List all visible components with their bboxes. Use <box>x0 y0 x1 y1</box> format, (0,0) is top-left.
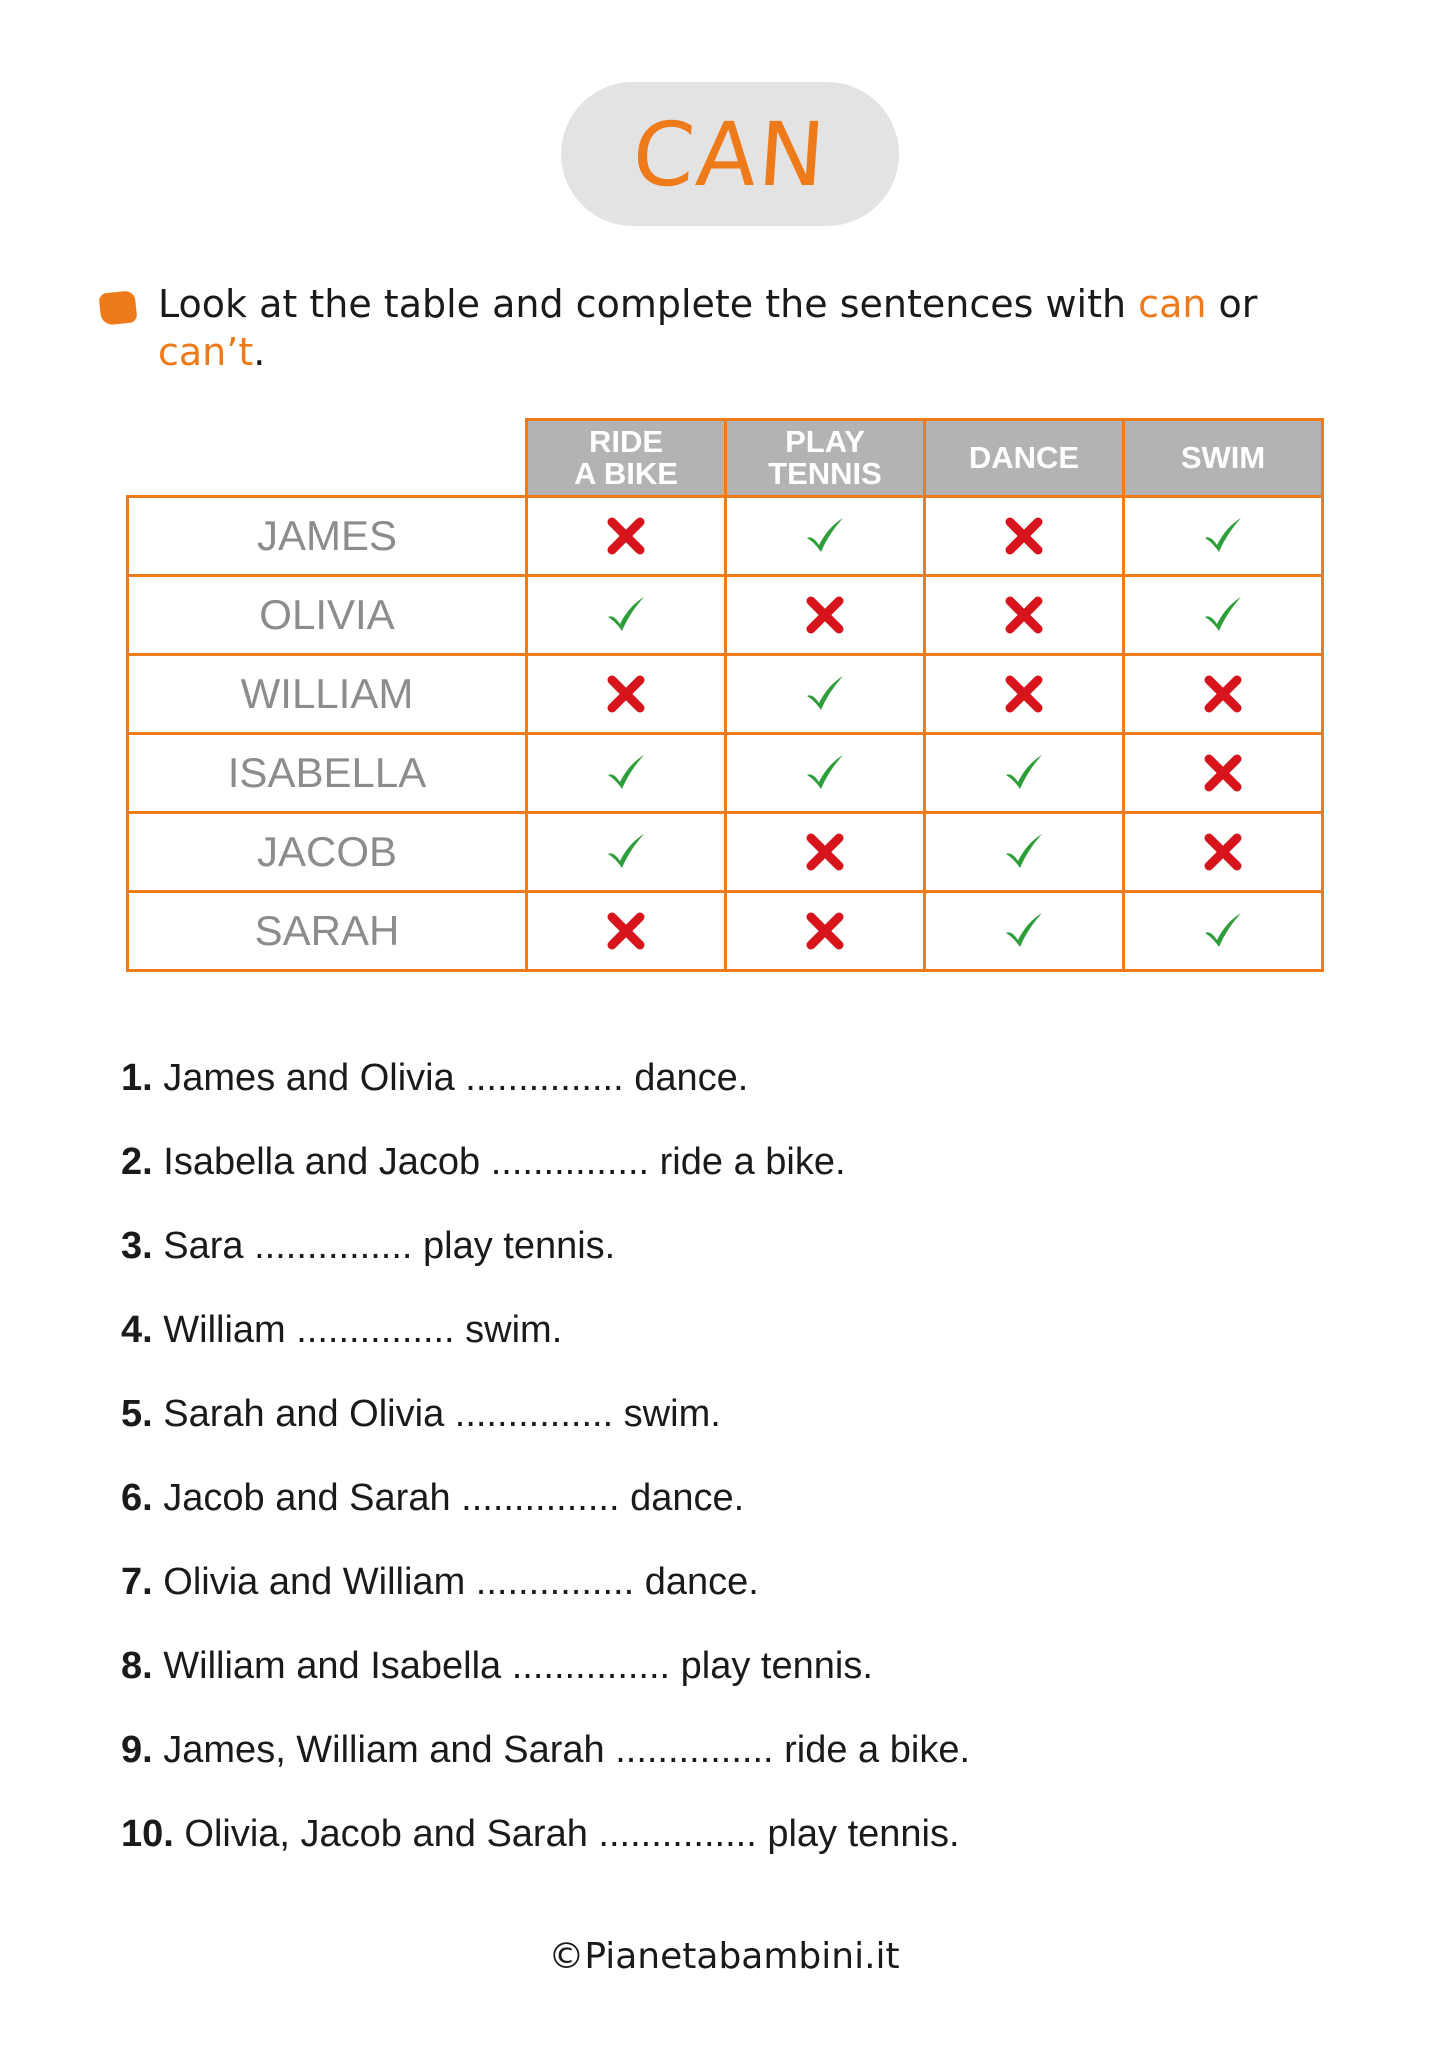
question-item <box>121 1720 1371 1804</box>
mark-cell <box>525 890 727 972</box>
mark-cell <box>724 574 926 656</box>
mark-cell <box>923 890 1125 972</box>
check-icon <box>803 514 847 558</box>
question-number: 9. <box>121 1729 153 1771</box>
instruction <box>100 280 1340 376</box>
mark-cell <box>1122 732 1324 814</box>
mark-cell <box>923 811 1125 893</box>
column-header-line2: TENNIS <box>768 456 882 491</box>
question-number: 5. <box>121 1393 153 1435</box>
question-text: Sara ............... play tennis. <box>163 1225 616 1267</box>
question-item <box>121 1552 1371 1636</box>
column-header-line1: RIDE <box>588 424 664 459</box>
question-number: 1. <box>121 1057 153 1099</box>
cross-icon <box>604 909 648 953</box>
check-icon <box>1201 593 1245 637</box>
row-name-cell <box>126 732 528 814</box>
cross-icon <box>803 909 847 953</box>
cross-icon <box>1201 830 1245 874</box>
row-name-cell <box>126 890 528 972</box>
question-text: William and Isabella ............... play tennis. <box>163 1645 873 1687</box>
row-name: WILLIAM <box>240 670 414 717</box>
column-header-line2: A BIKE <box>574 456 678 491</box>
question-item <box>121 1132 1371 1216</box>
mark-cell <box>923 495 1125 577</box>
cross-icon <box>604 672 648 716</box>
row-name: SARAH <box>254 907 400 954</box>
check-icon <box>604 593 648 637</box>
question-number: 2. <box>121 1141 153 1183</box>
question-text: Olivia, Jacob and Sarah ............... play tennis. <box>184 1813 960 1855</box>
question-item <box>121 1384 1371 1468</box>
check-icon <box>1201 514 1245 558</box>
mark-cell <box>525 495 727 577</box>
mark-cell <box>724 890 926 972</box>
instruction-can: can <box>1138 282 1207 326</box>
mark-cell <box>724 811 926 893</box>
instruction-middle: or <box>1206 282 1258 326</box>
check-icon <box>1002 909 1046 953</box>
question-item <box>121 1468 1371 1552</box>
mark-cell <box>724 495 926 577</box>
row-name-cell <box>126 495 528 577</box>
cross-icon <box>1002 514 1046 558</box>
question-number: 7. <box>121 1561 153 1603</box>
mark-cell <box>1122 811 1324 893</box>
question-text: Jacob and Sarah ............... dance. <box>163 1477 745 1519</box>
footer-credit: ©Pianetabambini.it <box>548 1936 900 1977</box>
column-header <box>724 418 926 498</box>
column-header-line1: SWIM <box>1180 440 1266 475</box>
cross-icon <box>803 593 847 637</box>
mark-cell <box>525 811 727 893</box>
mark-cell <box>525 653 727 735</box>
question-text: James and Olivia ............... dance. <box>163 1057 749 1099</box>
mark-cell <box>724 653 926 735</box>
question-item <box>121 1636 1371 1720</box>
instruction-before: Look at the table and complete the sentences with <box>158 282 1139 326</box>
question-number: 8. <box>121 1645 153 1687</box>
question-number: 6. <box>121 1477 153 1519</box>
question-number: 3. <box>121 1225 153 1267</box>
mark-cell <box>525 732 727 814</box>
row-name: OLIVIA <box>259 591 395 638</box>
instruction-text <box>158 280 1340 376</box>
question-item <box>121 1216 1371 1300</box>
mark-cell <box>1122 890 1324 972</box>
mark-cell <box>1122 653 1324 735</box>
mark-cell <box>724 732 926 814</box>
question-text: James, William and Sarah ............... ride a bike. <box>163 1729 971 1771</box>
column-header-line1: DANCE <box>968 440 1080 475</box>
cross-icon <box>1201 672 1245 716</box>
question-text: Sarah and Olivia ............... swim. <box>163 1393 721 1435</box>
title-pill <box>561 82 899 226</box>
check-icon <box>604 830 648 874</box>
bullet-icon <box>98 290 137 326</box>
row-name: JAMES <box>256 512 398 559</box>
question-item <box>121 1300 1371 1384</box>
question-text: Olivia and William ............... dance. <box>163 1561 759 1603</box>
row-name-cell <box>126 574 528 656</box>
question-number: 4. <box>121 1309 153 1351</box>
question-item <box>121 1804 1371 1888</box>
cross-icon <box>1002 672 1046 716</box>
question-item <box>121 1048 1371 1132</box>
column-header <box>525 418 727 498</box>
check-icon <box>1002 751 1046 795</box>
cross-icon <box>1002 593 1046 637</box>
row-name-cell <box>126 653 528 735</box>
mark-cell <box>923 732 1125 814</box>
cross-icon <box>1201 751 1245 795</box>
check-icon <box>803 672 847 716</box>
question-text: Isabella and Jacob ............... ride a bike. <box>163 1141 846 1183</box>
mark-cell <box>525 574 727 656</box>
question-text: William ............... swim. <box>163 1309 563 1351</box>
check-icon <box>604 751 648 795</box>
mark-cell <box>1122 495 1324 577</box>
instruction-cant: can’t <box>158 330 254 374</box>
column-header-line1: PLAY <box>785 424 865 459</box>
instruction-after: . <box>253 330 266 374</box>
mark-cell <box>923 574 1125 656</box>
questions-list <box>121 1048 1371 1888</box>
column-header <box>923 418 1125 498</box>
column-header <box>1122 418 1324 498</box>
mark-cell <box>923 653 1125 735</box>
question-number: 10. <box>121 1813 174 1855</box>
check-icon <box>803 751 847 795</box>
row-name: ISABELLA <box>227 749 427 796</box>
cross-icon <box>604 514 648 558</box>
check-icon <box>1201 909 1245 953</box>
row-name-cell <box>126 811 528 893</box>
row-name: JACOB <box>256 828 398 875</box>
cross-icon <box>803 830 847 874</box>
page-title: CAN <box>629 102 831 206</box>
mark-cell <box>1122 574 1324 656</box>
check-icon <box>1002 830 1046 874</box>
